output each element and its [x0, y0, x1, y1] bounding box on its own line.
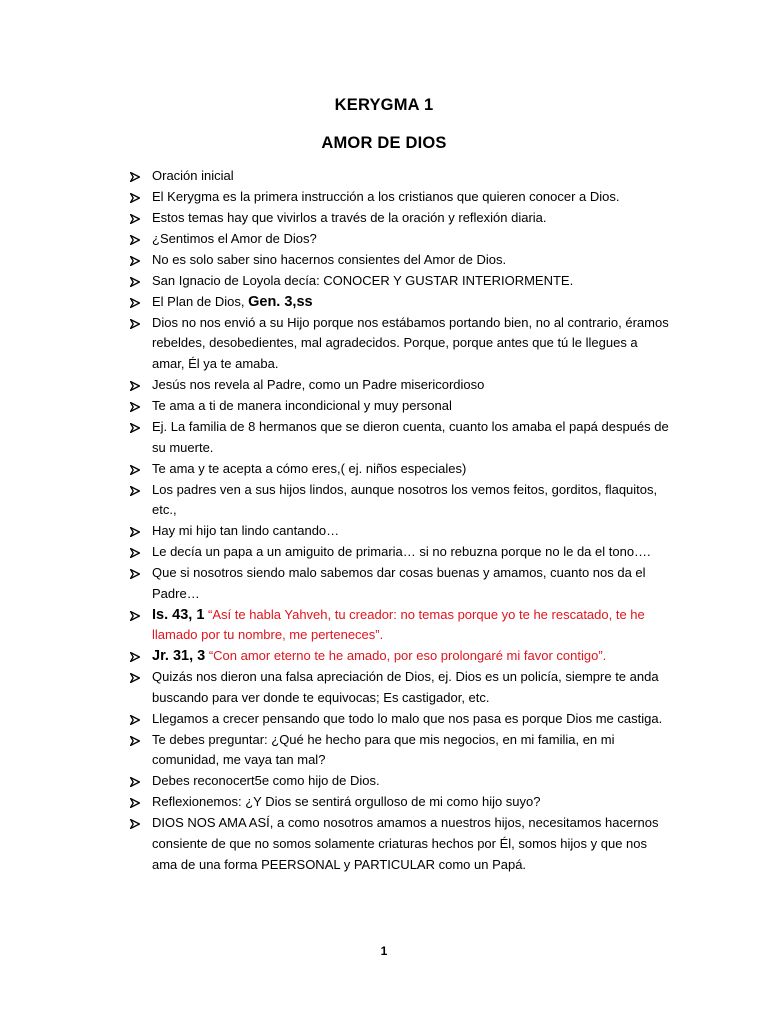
bible-reference: Is. 43, 1: [152, 606, 205, 623]
list-item-text: DIOS NOS AMA ASÍ, a como nosotros amamos a nuestros hijos, necesitamos hacernos consiente de que no somos solamente criaturas hechos por Él, somos hijos y que nos ama de una forma PEERSONAL y PARTICULAR como un Papá.: [152, 815, 659, 872]
list-item-text: Te ama a ti de manera incondicional y muy personal: [152, 398, 452, 414]
list-item: [130, 375, 670, 396]
arrowhead-bullet-icon: [130, 423, 140, 433]
arrowhead-bullet-icon: [130, 381, 140, 391]
list-item: [130, 208, 670, 229]
list-item-text: Oración inicial: [152, 168, 234, 183]
list-item-text: Reflexionemos: ¿Y Dios se sentirá orgulloso de mi como hijo suyo?: [152, 794, 541, 810]
list-item: [130, 792, 670, 813]
list-item: [130, 271, 670, 292]
list-item-text: Estos temas hay que vivirlos a través de la oración y reflexión diaria.: [152, 209, 547, 225]
arrowhead-bullet-icon: [130, 652, 140, 662]
list-item: [130, 187, 670, 208]
list-item: [130, 730, 670, 771]
list-item: [130, 813, 670, 875]
bullet-list: [130, 166, 670, 876]
list-item: [130, 166, 670, 187]
list-item: [130, 313, 670, 375]
bible-reference: Gen. 3,ss: [248, 293, 313, 310]
list-item-text: Hay mi hijo tan lindo cantando…: [152, 523, 340, 539]
arrowhead-bullet-icon: [130, 256, 140, 266]
document-title: KERYGMA 1: [334, 96, 434, 114]
list-item-text: Jesús nos revela al Padre, como un Padre misericordioso: [152, 377, 485, 393]
list-item-text: El Plan de Dios,: [152, 293, 249, 309]
list-item: [130, 459, 670, 480]
bible-quote: “Así te habla Yahveh, tu creador: no temas porque yo te he rescatado, te he llamado por tu nombre, me perteneces”.: [152, 606, 645, 643]
arrowhead-bullet-icon: [130, 777, 140, 787]
list-item: [130, 521, 670, 542]
list-item: [130, 667, 670, 708]
bible-reference: Jr. 31, 3: [152, 648, 206, 665]
list-item-text: Te ama y te acepta a cómo eres,( ej. niños especiales): [152, 460, 467, 476]
list-item-text: Llegamos a crecer pensando que todo lo malo que nos pasa es porque Dios me castiga.: [152, 710, 663, 726]
arrowhead-bullet-icon: [130, 715, 140, 725]
list-item-text: Quizás nos dieron una falsa apreciación de Dios, ej. Dios es un policía, siempre te anda buscando para ver donde te equivocas; Es castigador, etc.: [152, 669, 659, 705]
arrowhead-bullet-icon: [130, 298, 140, 308]
arrowhead-bullet-icon: [130, 172, 140, 182]
arrowhead-bullet-icon: [130, 819, 140, 829]
list-item-text: El Kerygma es la primera instrucción a los cristianos que quieren conocer a Dios.: [152, 188, 620, 204]
arrowhead-bullet-icon: [130, 611, 140, 621]
bible-quote: “Con amor eterno te he amado, por eso prolongaré mi favor contigo”.: [205, 648, 607, 664]
arrowhead-bullet-icon: [130, 736, 140, 746]
list-item: [130, 396, 670, 417]
arrowhead-bullet-icon: [130, 193, 140, 203]
arrowhead-bullet-icon: [130, 486, 140, 496]
list-item-text: Los padres ven a sus hijos lindos, aunque nosotros los vemos feitos, gorditos, flaquitos, etc.,: [152, 481, 658, 518]
list-item-text: Dios no nos envió a su Hijo porque nos estábamos portando bien, no al contrario, éramos rebeldes, desobedientes, mal agradecidos. Porque, porque antes que tú le llegues a amar, Él ya te amaba.: [152, 314, 669, 372]
list-item: [130, 605, 670, 646]
list-item: [130, 771, 670, 792]
arrowhead-bullet-icon: [130, 673, 140, 683]
document-subtitle: AMOR DE DIOS: [321, 134, 447, 152]
list-item-text: San Ignacio de Loyola decía: CONOCER Y GUSTAR INTERIORMENTE.: [152, 272, 574, 288]
list-item: [130, 709, 670, 730]
list-item-text: Debes reconocert5e como hijo de Dios.: [152, 773, 380, 789]
arrowhead-bullet-icon: [130, 402, 140, 412]
arrowhead-bullet-icon: [130, 214, 140, 224]
list-item-text: Le decía un papa a un amiguito de primaria… si no rebuzna porque no le da el tono….: [152, 544, 651, 560]
list-item: [130, 563, 670, 604]
list-item: [130, 542, 670, 563]
list-item-text: Te debes preguntar: ¿Qué he hecho para que mis negocios, en mi familia, en mi comunidad, me vaya tan mal?: [152, 731, 615, 768]
list-item: [130, 480, 670, 521]
list-item: [130, 646, 670, 667]
list-item-text: Que si nosotros siendo malo sabemos dar cosas buenas y amamos, cuanto nos da el Padre…: [152, 565, 646, 601]
page-number: 1: [380, 944, 388, 958]
list-item-text: No es solo saber sino hacernos consientes del Amor de Dios.: [152, 251, 507, 267]
arrowhead-bullet-icon: [130, 235, 140, 245]
list-item: [130, 229, 670, 250]
list-item-text: Ej. La familia de 8 hermanos que se dieron cuenta, cuanto los amaba el papá después de su muerte.: [152, 419, 669, 455]
list-item: [130, 250, 670, 271]
arrowhead-bullet-icon: [130, 548, 140, 558]
arrowhead-bullet-icon: [130, 798, 140, 808]
arrowhead-bullet-icon: [130, 319, 140, 329]
arrowhead-bullet-icon: [130, 465, 140, 475]
arrowhead-bullet-icon: [130, 569, 140, 579]
list-item-text: ¿Sentimos el Amor de Dios?: [152, 230, 317, 246]
list-item: [130, 417, 670, 458]
arrowhead-bullet-icon: [130, 277, 140, 287]
list-item: [130, 292, 670, 313]
arrowhead-bullet-icon: [130, 527, 140, 537]
